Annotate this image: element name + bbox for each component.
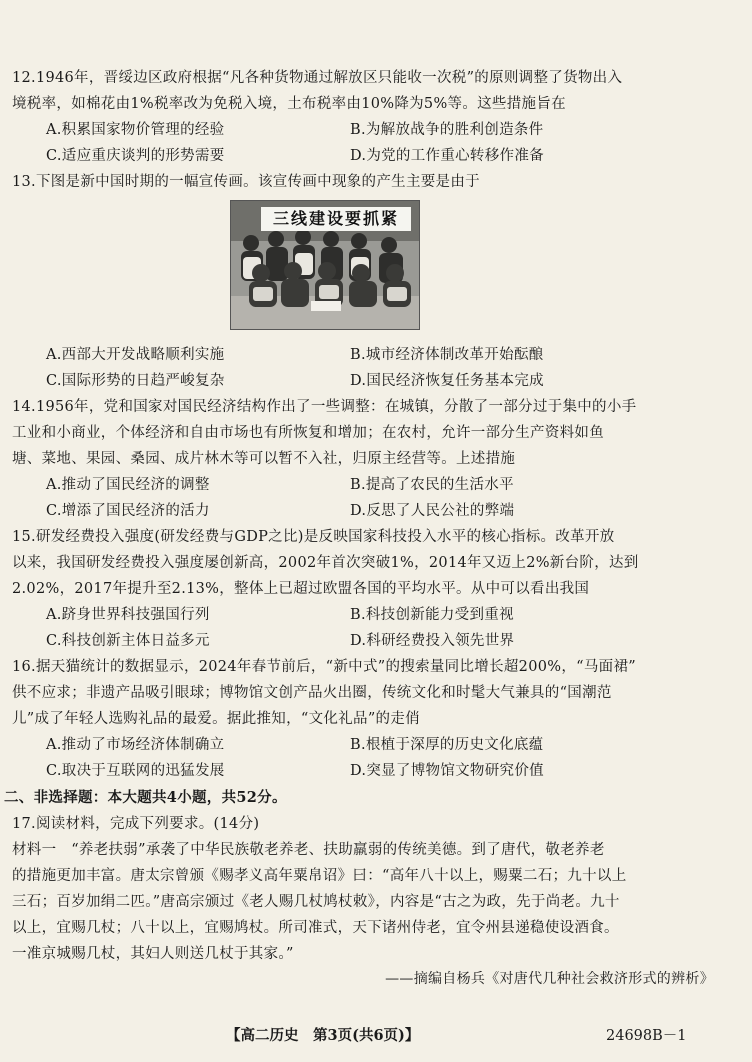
q14-option-b: B.提高了农民的生活水平 bbox=[350, 477, 514, 493]
q14-option-a: A.推动了国民经济的调整 bbox=[46, 477, 210, 493]
poster-banner-slogan: 三线建设要抓紧 bbox=[261, 207, 411, 231]
q15-option-c: C.科技创新主体日益多元 bbox=[46, 633, 210, 649]
q16-option-b: B.根植于深厚的历史文化底蕴 bbox=[350, 737, 544, 753]
page-footer-code: 24698B－1 bbox=[606, 1028, 687, 1044]
q15-stem-line1: 15.研发经费投入强度(研发经费与GDP之比)是反映国家科技投入水平的核心指标。改革开放 bbox=[12, 529, 615, 545]
q14-stem-line2: 工业和小商业，个体经济和自由市场也有所恢复和增加；在农村，允许一部分生产资料如鱼 bbox=[12, 425, 604, 441]
q16-option-d: D.突显了博物馆文物研究价值 bbox=[350, 763, 544, 779]
q17-material-line2: 的措施更加丰富。唐太宗曾颁《赐孝义高年粟帛诏》曰：“高年八十以上，赐粟二石；九十以上 bbox=[12, 868, 627, 884]
q17-material-line5: 一准京城赐几杖，其妇人则送几杖于其家。” bbox=[12, 946, 294, 962]
q14-stem-line3: 塘、菜地、果园、桑园、成片林木等可以暂不入社，归原主经营等。上述措施 bbox=[12, 451, 516, 467]
q16-stem-line1: 16.据天猫统计的数据显示，2024年春节前后，“新中式”的搜索量同比增长超200%，“马面裙” bbox=[12, 659, 636, 675]
q12-option-c: C.适应重庆谈判的形势需要 bbox=[46, 148, 225, 164]
q15-stem-line2: 以来，我国研发经费投入强度屡创新高，2002年首次突破1%，2014年又迈上2%新台阶，达到 bbox=[12, 555, 639, 571]
q13-option-d: D.国民经济恢复任务基本完成 bbox=[350, 373, 544, 389]
q14-option-d: D.反思了人民公社的弊端 bbox=[350, 503, 515, 519]
q12-option-d: D.为党的工作重心转移作准备 bbox=[350, 148, 544, 164]
q12-option-b: B.为解放战争的胜利创造条件 bbox=[350, 122, 544, 138]
q14-option-c: C.增添了国民经济的活力 bbox=[46, 503, 210, 519]
q13-stem-line1: 13.下图是新中国时期的一幅宣传画。该宣传画中现象的产生主要是由于 bbox=[12, 174, 480, 190]
q17-material-line3: 三石；百岁加绢二匹。”唐高宗颁过《老人赐几杖鸠杖敕》，内容是“古之为政，先于尚老。九十 bbox=[12, 894, 620, 910]
q12-option-a: A.积累国家物价管理的经验 bbox=[46, 122, 225, 138]
q15-stem-line3: 2.02%，2017年提升至2.13%，整体上已超过欧盟各国的平均水平。从中可以看出我国 bbox=[12, 581, 590, 597]
q12-stem-line1: 12.1946年，晋绥边区政府根据“凡各种货物通过解放区只能收一次税”的原则调整了货物出入 bbox=[12, 70, 623, 86]
q17-material-line1: 材料一 “养老扶弱”承袭了中华民族敬老养老、扶助羸弱的传统美德。到了唐代，敬老养老 bbox=[12, 842, 605, 858]
q14-stem-line1: 14.1956年，党和国家对国民经济结构作出了一些调整：在城镇，分散了一部分过于集中的小手 bbox=[12, 399, 637, 415]
q17-material-source: ——摘编自杨兵《对唐代几种社会救济形式的辨析》 bbox=[385, 971, 714, 987]
section-heading-nonchoice: 二、非选择题：本大题共4小题，共52分。 bbox=[4, 789, 287, 806]
q17-material-line4: 以上，宜赐几杖；八十以上，宜赐鸠杖。所司准式，天下诸州侍老，宜令州县递稳使设酒食。 bbox=[12, 920, 619, 936]
q15-option-b: B.科技创新能力受到重视 bbox=[350, 607, 514, 623]
q16-option-a: A.推动了市场经济体制确立 bbox=[46, 737, 225, 753]
q16-stem-line2: 供不应求；非遗产品吸引眼球；博物馆文创产品火出圈，传统文化和时髦大气兼具的“国潮范 bbox=[12, 685, 612, 701]
q13-option-a: A.西部大开发战略顺利实施 bbox=[46, 347, 225, 363]
q15-option-d: D.科研经费投入领先世界 bbox=[350, 633, 515, 649]
q13-option-b: B.城市经济体制改革开始酝酿 bbox=[350, 347, 544, 363]
q15-option-a: A.跻身世界科技强国行列 bbox=[46, 607, 210, 623]
q17-stem: 17.阅读材料，完成下列要求。(14分) bbox=[12, 816, 260, 832]
q13-option-c: C.国际形势的日趋严峻复杂 bbox=[46, 373, 225, 389]
q16-option-c: C.取决于互联网的迅猛发展 bbox=[46, 763, 225, 779]
q16-stem-line3: 儿”成了年轻人选购礼品的最爱。据此推知，“文化礼品”的走俏 bbox=[12, 711, 420, 727]
propaganda-poster-photo bbox=[230, 200, 420, 330]
q12-stem-line2: 境税率，如棉花由1%税率改为免税入境，土布税率由10%降为5%等。这些措施旨在 bbox=[12, 96, 566, 112]
page-footer-title: 【高二历史 第3页(共6页)】 bbox=[226, 1027, 420, 1044]
